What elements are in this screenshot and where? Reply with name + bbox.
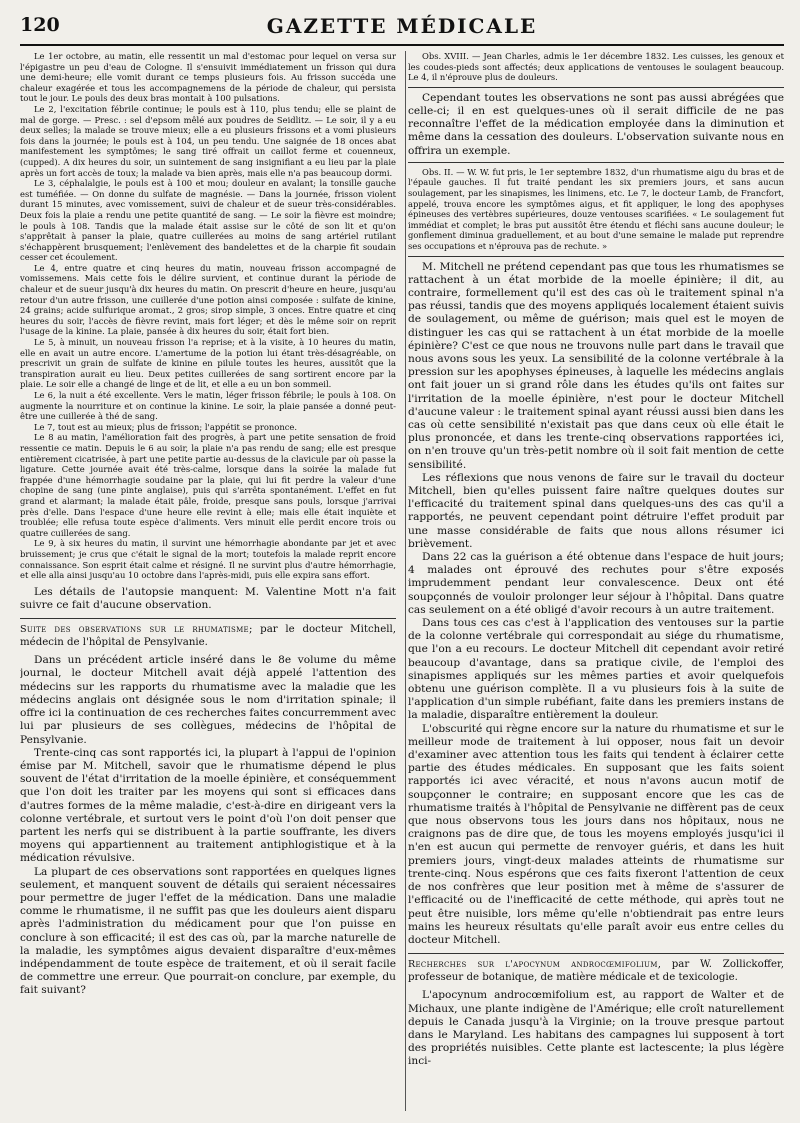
section-heading-author: ; par le docteur Mitchell, médecin de l'hôpital de Pensylvanie. <box>20 624 397 648</box>
section-heading-rheumatism <box>20 618 396 649</box>
section-heading-title: Recherches sur l'apocynum androcœmifolium <box>408 959 658 971</box>
observation-paragraph: Le 2, l'excitation fébrile continue; le pouls est à 110, plus tendu; elle se plaint de mal de gorge. — Presc. : sel d'epsom mêlé aux poudres de Seidlitz. — Le soir, il y a eu deux selles; la malade se trouve mieux; elle a eu plusieurs frissons et a vomi plusieurs fois dans la journée; le pouls est à 104, un peu tendu. Une saignée de 18 onces abat manifestement les symptômes; le sang tiré offrait un caillot ferme et couenneux, (cupped). A dix heures du soir, un suintement de sang insignifiant a eu lieu par la plaie après un fort accès de toux; la malade va bien après, mais elle n'a pas beaucoup dormi. <box>20 103 396 178</box>
section-heading-author: , par W. Zollickoffer, professeur de botanique, de matière médicale et de texicologie. <box>408 959 784 983</box>
observation-paragraph: Le 4, entre quatre et cinq heures du matin, nouveau frisson accompagné de vomissemens. Mais cette fois le délire survient, et continue durant la période de chaleur et de sueur jusqu'à dix heures du matin. On prescrit d'heure en heure, jusqu'au retour d'un autre frisson, une cuillerée d'une potion ainsi composée : sulfate de kinine, 24 grains; acide sulfurique aromat., 2 gros; sirop simple, 3 onces. Entre quatre et cinq heures du soir, l'accès de fièvre revint, mais fort léger; et dès le même soir on reprit l'usage de la kinine. La plaie, pansée à dix heures du soir, était fort bien. <box>20 262 396 337</box>
body-paragraph: La plupart de ces observations sont rapportées en quelques lignes seulement, et manquent souvent de détails qui seraient nécessaires pour permettre de juger l'effet de la médication. Dans une maladie comme le rhumatisme, il ne suffit pas que les douleurs aient disparu après l'administration du médicament pour que l'on puisse en conclure à son efficacité; il est des cas où, par la marche naturelle de la maladie, les symptômes aigus devaient disparaître d'eux-mêmes indépendamment de toute espèce de traitement, et où il serait facile de commettre une erreur. Que pourrait-on conclure, par exemple, du fait suivant? <box>20 865 396 997</box>
body-paragraph: Dans tous ces cas c'est à l'application des ventouses sur la partie de la colonne vertébrale qui correspondait au siége du rhumatisme, que l'on a eu recours. Le docteur Mitchell dit cependant avoir retiré beaucoup d'avantage, dans sa pratique civile, de l'emploi des sinapismes appliqués sur les mêmes parties et avoir quelquefois obtenu une guérison complète. Il a vu plusieurs fois à la suite de l'application d'un simple rubéfiant, faite dans les premiers instans de la maladie, disparaître entièrement la douleur. <box>408 617 784 722</box>
page-number: 120 <box>20 14 60 36</box>
left-column <box>20 51 406 1111</box>
journal-title: GAZETTE MÉDICALE <box>266 14 538 38</box>
body-paragraph: M. Mitchell ne prétend cependant pas que tous les rhumatismes se rattachent à un état morbide de la moelle épinière; il dit, au contraire, formellement qu'il est des cas où le traitement spinal n'a pas réussi, tandis que des moyens appliqués localement étaient suivis de soulagement, ou même de guérison; mais quel est le moyen de distinguer les cas qui se rattachent à un état morbide de la moelle épinière? C'est ce que nous ne trouvons nulle part dans le travail que nous avons sous les yeux. La sensibilité de la colonne vertébrale à la pression sur les apophyses épineuses, à laquelle les médecins anglais ont fait jouer un si grand rôle dans les études qu'ils ont faites sur l'irritation de la moelle épinière, n'est pour le docteur Mitchell d'aucune valeur : le traitement spinal ayant réussi aussi bien dans les cas où cette sensibilité n'existait pas que dans ceux où elle était le plus prononcée, et dans les trente-cinq observations rapportées ici, on n'en trouve qu'un très-petit nombre où il soit fait mention de cette sensibilité. <box>408 260 784 471</box>
section-heading-title: Suite des observations sur le rhumatisme <box>20 624 249 636</box>
body-paragraph: Les réflexions que nous venons de faire sur le travail du docteur Mitchell, bien qu'elles puissent faire naître quelques doutes sur l'efficacité du traitement spinal dans quelques-uns des cas qu'il a rapportés, ne peuvent cependant point détruire l'effet produit par une masse considérable de faits que nous allons résumer ici brièvement. <box>408 471 784 550</box>
observation-18: Obs. XVIII. — Jean Charles, admis le 1er décembre 1832. Les cuisses, les genoux et les coudes-pieds sont affectés; deux applications de ventouses le soulagent beaucoup. Le 4, il n'éprouve plus de douleurs. <box>408 51 784 83</box>
divider <box>408 87 784 88</box>
observation-paragraph: Le 3, céphalalgie, le pouls est à 100 et mou; douleur en avalant; la tonsille gauche est tuméfiée. — On donne du sulfate de magnésie. — Dans la journée, frisson violent durant 15 minutes, avec vomissement, suivi de chaleur et de sueur très-considérables. Deux fois la plaie a rendu une petite quantité de sang. — Le soir la fièvre est moindre; le pouls à 108. Tandis que la malade était assise sur le côté de son lit et qu'on s'apprêtait à panser la plaie, quatre cuillerées au moins de sang artériel rutilant s'échappèrent brusquement; l'enlèvement des bandelettes et de la charpie fit soudain cesser cet écoulement. <box>20 178 396 263</box>
observation-paragraph: Le 8 au matin, l'amélioration fait des progrès, à part une petite sensation de froid ressentie ce matin. Depuis le 6 au soir, la plaie n'a pas rendu de sang; elle est presque entièrement cicatrisée, à part une petite partie au-dessus de la clavicule par où passe la ligature. Cette journée avait été très-calme, lorsque dans la soirée la malade fut frappée d'une hémorrhagie soudaine par la plaie, qui lui fit perdre la valeur d'une chopine de sang (une pinte anglaise), puis qui s'arrêta spontanément. L'effet en fut grand et alarmant; la malade était pâle, froide, presque sans pouls, lorsque j'arrivai près d'elle. Dans l'espace d'une heure elle revint à elle; mais elle était inquiète et troublée; elle refusa toute espèce d'aliments. Vers minuit elle perdit encore trois ou quatre cuillerées de sang. <box>20 432 396 538</box>
body-paragraph: L'apocynum androcœmifolium est, au rapport de Walter et de Michaux, une plante indigène de l'Amérique; elle croît naturellement depuis le Canada jusqu'à la Virginie; on la trouve presque partout dans le Maryland. Les habitans des campagnes lui supposent à tort des propriétés nuisibles. Cette plante est lactescente; la plus légère inci- <box>408 989 784 1068</box>
columns <box>20 51 784 1111</box>
observation-paragraph: Le 1er octobre, au matin, elle ressentit un mal d'estomac pour lequel on versa sur l'épigastre un peu d'eau de Cologne. Il s'ensuivit immédiatement un frisson qui dura une demi-heure; elle vomit durant ce temps plusieurs fois. Au frisson succéda une chaleur exagérée et tous les accompagnemens de la période de chaleur, qui persista tout le jour. Le pouls des deux bras montait à 100 pulsations. <box>20 51 396 104</box>
observation-paragraph: Le 5, à minuit, un nouveau frisson l'a reprise; et à la visite, à 10 heures du matin, elle en avait un autre encore. L'amertume de la potion lui étant très-désagréable, on prescrivit un grain de sulfate de kinine en pilule toutes les heures, aussitôt que la transpiration aurait eu lieu. Deux petites cuillerées de sang sortirent encore par la plaie. Le soir elle a changé de linge et de lit, et elle a eu un bon sommeil. <box>20 337 396 390</box>
divider <box>408 162 784 163</box>
observation-paragraph: Le 9, à six heures du matin, il survint une hémorrhagie abondante par jet et avec bruissement; je crus que c'était le signal de la mort; toutefois la malade reprit encore connaissance. Son esprit était calme et résigné. Il ne survint plus d'autre hémorrhagie, et elle alla ainsi jusqu'au 10 octobre dans l'après-midi, puis elle expira sans effort. <box>20 538 396 581</box>
page-header <box>20 14 784 46</box>
body-paragraph: Dans un précédent article inséré dans le 8e volume du même journal, le docteur Mitchell avait déjà appelé l'attention des médecins sur les rapports du rhumatisme avec la maladie que les médecins anglais ont désignée sous le nom d'irritation spinale; il offre ici la continuation de ces recherches faites concurremment avec lui par plusieurs de ses collègues, médecins de l'hôpital de Pensylvanie. <box>20 654 396 746</box>
autopsy-note: Les détails de l'autopsie manquent: M. Valentine Mott n'a fait suivre ce fait d'aucune observation. <box>20 585 396 611</box>
section-heading-apocynum <box>408 953 784 984</box>
body-paragraph: L'obscurité qui règne encore sur la nature du rhumatisme et sur le meilleur mode de traitement à lui opposer, nous fait un devoir d'examiner avec attention tous les faits qui tendent à éclairer cette partie des études médicales. En supposant que les faits soient rapportés ici avec véracité, et nous n'avons aucun motif de soupçonner le contraire; en supposant encore que les cas de rhumatisme traités à l'hôpital de Pensylvanie ne diffèrent pas de ceux que nous observons tous les jours dans nos hôpitaux, nous ne craignons pas de dire que, de tous les moyens employés jusqu'ici il n'en est aucun qui permette de renvoyer guéris, et dans les huit premiers jours, vingt-deux malades atteints de rhumatisme sur trente-cinq. Nous espérons que ces faits fixeront l'attention de ceux de nos confrères que leur position met à même de s'assurer de l'efficacité ou de l'inefficacité de cette méthode, qui après tout ne peut être nuisible, lors même qu'elle n'obtiendrait pas entre leurs mains les heureux résultats qu'elle paraît avoir eus entre celles du docteur Mitchell. <box>408 722 784 946</box>
body-paragraph: Dans 22 cas la guérison a été obtenue dans l'espace de huit jours; 4 malades ont éprouvé des rechutes pour s'être exposés imprudemment pendant leur convalescence. Deux ont été soupçonnés de vouloir prolonger leur séjour à l'hôpital. Dans quatre cas seulement on a été obligé d'avoir recours à un autre traitement. <box>408 551 784 616</box>
divider <box>408 256 784 257</box>
observation-2: Obs. II. — W. W. fut pris, le 1er septembre 1832, d'un rhumatisme aigu du bras et de l'épaule gauches. Il fut traité pendant les six premiers jours, et sans aucun soulagement, par les sinapismes, les linimens, etc. Le 7, le docteur Lamb, de Francfort, appelé, trouva encore les symptômes aigus, et fit appliquer, le long des apophyses épineuses des vertèbres supérieures, douze ventouses scarifiées. « Le soulagement fut immédiat et complet; le bras put aussitôt être étendu et fléchi sans aucune douleur; le gonflement diminua graduellement, et au bout d'une semaine le malade put reprendre ses occupations et n'éprouva pas de rechute. » <box>408 166 784 251</box>
right-column <box>408 51 784 1111</box>
observation-paragraph: Le 7, tout est au mieux; plus de frisson; l'appétit se prononce. <box>34 421 298 432</box>
observation-paragraph: Le 6, la nuit a été excellente. Vers le matin, léger frisson fébrile; le pouls à 108. On augmente la nourriture et on continue la kinine. Le soir, la plaie pansée a donné peut-être une cuillerée à thé de sang. <box>20 390 396 422</box>
body-paragraph: Cependant toutes les observations ne sont pas aussi abrégées que celle-ci; il en est quelques-unes où il serait difficile de ne pas reconnaître l'effet de la médication employée dans la diminution et même dans la cessation des douleurs. L'observation suivante nous en offrira un exemple. <box>408 91 784 157</box>
body-paragraph: Trente-cinq cas sont rapportés ici, la plupart à l'appui de l'opinion émise par M. Mitchell, savoir que le rhumatisme dépend le plus souvent de l'état d'irritation de la moelle épinière, et conséquemment que l'on doit les traiter par les moyens qui sont si efficaces dans d'autres formes de la même maladie, c'est-à-dire en dirigeant vers la colonne vertébrale, et surtout vers le point d'où l'on doit penser que partent les nerfs qui se distribuent à la partie souffrante, les divers moyens qui appartiennent au traitement antiphlogistique et à la médication révulsive. <box>20 746 396 865</box>
